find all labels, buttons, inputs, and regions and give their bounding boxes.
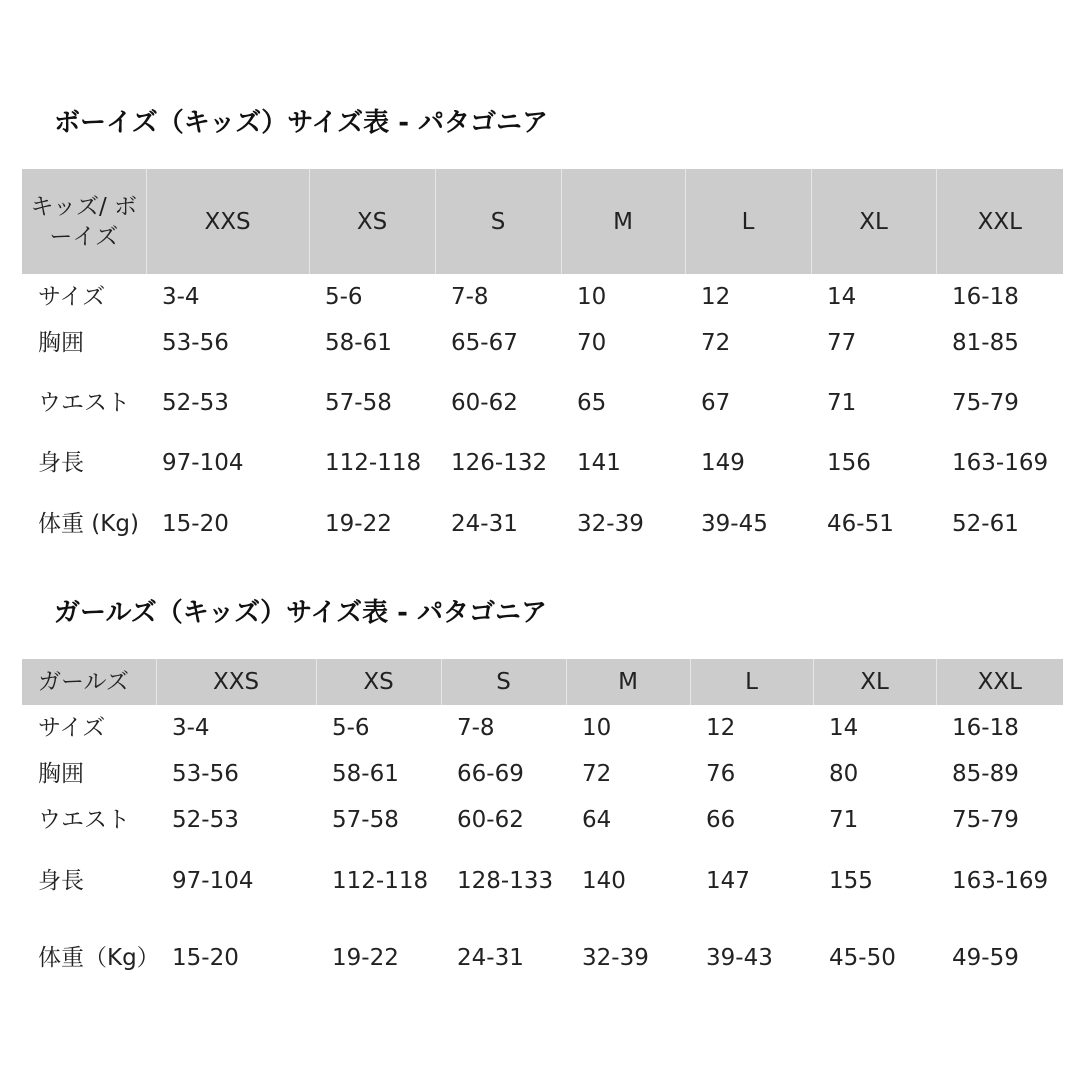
table-cell: 14: [829, 715, 859, 741]
table-row: [22, 486, 1063, 562]
table-cell: 76: [706, 761, 736, 787]
size-header: XXS: [146, 169, 309, 274]
table-row: [22, 843, 1063, 919]
table-cell: 57-58: [332, 807, 399, 833]
table-cell: 70: [577, 330, 607, 356]
table-header-row: [22, 169, 1063, 274]
table-cell: 58-61: [332, 761, 399, 787]
table-cell: 58-61: [325, 330, 392, 356]
size-header: XS: [316, 659, 441, 705]
size-header: L: [690, 659, 813, 705]
table-cell: 24-31: [451, 511, 518, 537]
row-label: 体重（Kg）: [38, 945, 160, 971]
size-header: XXS: [156, 659, 316, 705]
table-cell: 140: [582, 868, 626, 894]
row-label: ウエスト: [38, 807, 130, 833]
table-cell: 75-79: [952, 390, 1019, 416]
size-header: XXL: [936, 659, 1063, 705]
table-cell: 147: [706, 868, 750, 894]
table-cell: 3-4: [172, 715, 210, 741]
table-cell: 85-89: [952, 761, 1019, 787]
table-cell: 19-22: [325, 511, 392, 537]
table-row: [22, 366, 1063, 440]
table-cell: 16-18: [952, 715, 1019, 741]
table-cell: 156: [827, 450, 871, 476]
table-cell: 80: [829, 761, 859, 787]
table-row: [22, 320, 1063, 366]
table-cell: 77: [827, 330, 857, 356]
row-label: 体重 (Kg): [38, 511, 139, 537]
row-label: サイズ: [38, 715, 106, 741]
header-corner-label: ガールズ: [22, 659, 156, 705]
table-cell: 126-132: [451, 450, 548, 476]
table-cell: 112-118: [325, 450, 422, 476]
size-header: S: [435, 169, 561, 274]
size-header: M: [566, 659, 690, 705]
row-label: 胸囲: [38, 761, 84, 787]
table-cell: 149: [701, 450, 745, 476]
table-cell: 75-79: [952, 807, 1019, 833]
table-cell: 45-50: [829, 945, 896, 971]
table-cell: 10: [577, 284, 607, 310]
table-cell: 128-133: [457, 868, 554, 894]
table-cell: 53-56: [162, 330, 229, 356]
table-cell: 163-169: [952, 450, 1049, 476]
table-cell: 7-8: [457, 715, 495, 741]
table-header-row: [22, 659, 1063, 705]
table-cell: 7-8: [451, 284, 489, 310]
table-cell: 5-6: [332, 715, 370, 741]
row-label: ウエスト: [38, 390, 130, 416]
row-label: 身長: [38, 868, 84, 894]
table-cell: 71: [827, 390, 857, 416]
table-cell: 60-62: [457, 807, 524, 833]
table-cell: 155: [829, 868, 873, 894]
table-cell: 66-69: [457, 761, 524, 787]
table-cell: 39-45: [701, 511, 768, 537]
table-cell: 16-18: [952, 284, 1019, 310]
table-cell: 10: [582, 715, 612, 741]
boys-size-table: [22, 169, 1063, 562]
table-cell: 66: [706, 807, 736, 833]
size-header: XS: [309, 169, 435, 274]
row-label: 身長: [38, 450, 84, 476]
table-row: [22, 440, 1063, 486]
table-cell: 52-53: [162, 390, 229, 416]
table-cell: 32-39: [582, 945, 649, 971]
size-header: M: [561, 169, 685, 274]
table-row: [22, 274, 1063, 320]
table-cell: 65: [577, 390, 607, 416]
girls-size-chart-title: ガールズ（キッズ）サイズ表 - パタゴニア: [54, 598, 547, 628]
boys-size-chart-title: ボーイズ（キッズ）サイズ表 - パタゴニア: [54, 108, 549, 138]
size-header: S: [441, 659, 566, 705]
table-cell: 53-56: [172, 761, 239, 787]
table-cell: 52-53: [172, 807, 239, 833]
table-cell: 3-4: [162, 284, 200, 310]
size-header: XL: [811, 169, 936, 274]
table-cell: 112-118: [332, 868, 429, 894]
table-cell: 72: [582, 761, 612, 787]
girls-size-table: [22, 659, 1063, 997]
table-cell: 141: [577, 450, 621, 476]
table-cell: 39-43: [706, 945, 773, 971]
size-header: XXL: [936, 169, 1063, 274]
table-cell: 15-20: [162, 511, 229, 537]
table-row: [22, 751, 1063, 797]
table-cell: 81-85: [952, 330, 1019, 356]
table-cell: 97-104: [162, 450, 244, 476]
table-cell: 15-20: [172, 945, 239, 971]
table-cell: 60-62: [451, 390, 518, 416]
table-cell: 12: [706, 715, 736, 741]
table-cell: 52-61: [952, 511, 1019, 537]
table-cell: 19-22: [332, 945, 399, 971]
table-row: [22, 705, 1063, 751]
table-cell: 67: [701, 390, 731, 416]
table-cell: 24-31: [457, 945, 524, 971]
table-row: [22, 797, 1063, 843]
table-cell: 57-58: [325, 390, 392, 416]
header-corner-label: キッズ/ ボーイズ: [22, 169, 146, 274]
table-cell: 14: [827, 284, 857, 310]
table-cell: 64: [582, 807, 612, 833]
table-cell: 49-59: [952, 945, 1019, 971]
row-label: 胸囲: [38, 330, 84, 356]
table-cell: 5-6: [325, 284, 363, 310]
table-cell: 97-104: [172, 868, 254, 894]
table-cell: 72: [701, 330, 731, 356]
table-cell: 65-67: [451, 330, 518, 356]
size-header: L: [685, 169, 811, 274]
table-cell: 32-39: [577, 511, 644, 537]
table-cell: 163-169: [952, 868, 1049, 894]
table-cell: 12: [701, 284, 731, 310]
row-label: サイズ: [38, 284, 106, 310]
table-row: [22, 919, 1063, 997]
table-cell: 71: [829, 807, 859, 833]
size-header: XL: [813, 659, 936, 705]
table-cell: 46-51: [827, 511, 894, 537]
